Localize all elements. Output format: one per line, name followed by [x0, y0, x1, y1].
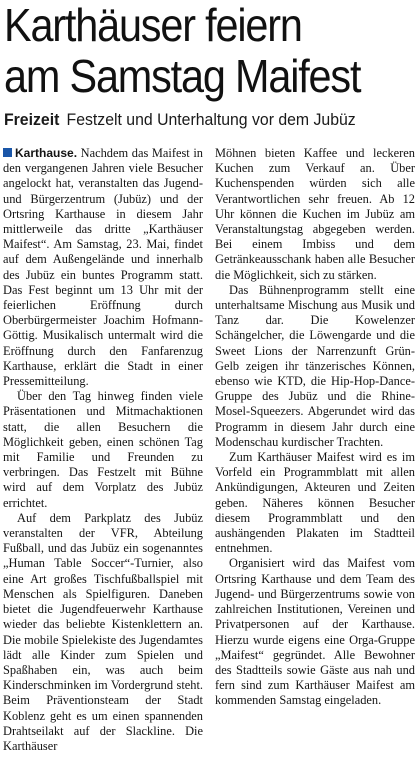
subheadline: [4, 109, 395, 131]
paragraph: Möhnen bieten Kaffee und leckeren Kuchen zum Verkauf an. Über Kuchenspenden würden sich alle Verantwortlichen sehr freuen. Ab 12 Uhr können die Kuchen im Jubüz am Veranstaltungstag abgegeben werden. Bei einem Imbiss und dem Getränkeausschank haben alle Besucher die Möglichkeit, sich zu stärken.: [215, 146, 415, 282]
subhead-text: Festzelt und Unterhaltung vor dem Jubüz: [66, 110, 356, 129]
paragraph-text: Nachdem das Maifest in den vergangenen Jahren viele Besucher angelockt hat, veranstalten das Jugend- und Bürgerzentrum (Jubüz) und der Ortsring Karthause in diesem Jahr mittlerweile das dritte „Karthäuser Maifest“. Am Samstag, 23. Mai, findet auf dem Außengelände und innerhalb des Jubüz ein buntes Programm statt. Das Fest beginnt um 13 Uhr mit der feierlichen Eröffnung durch Oberbürgermeister Joachim Hofmann-Göttig. Musikalisch untermalt wird die Eröffnung durch den Fanfarenzug Karthause, erklärt die Stadt in einer Pressemitteilung.: [3, 146, 203, 389]
paragraph: Das Bühnenprogramm stellt eine unterhaltsame Mischung aus Musik und Tanz dar. Die Kowelenzer Schängelcher, die Löwengarde und die Sweet Lions der Narrenzunft Grün-Gelb zeigen ihr tänzerisches Können, ebenso wie KTD, die Hip-Hop-Dance-Gruppe des Jubüz und die Rhine-Mosel-Squeezers. Abgerundet wird das Programm in diesem Jahr durch eine Modenschau kurdischer Trachten.: [215, 282, 415, 449]
paragraph: Zum Karthäuser Maifest wird es im Vorfeld ein Programmblatt mit allen Ankündigungen, Akteuren und Zeiten geben. Näheres können Besucher diesem Programmblatt und den aushängenden Plakaten im Stadtteil entnehmen.: [215, 450, 415, 556]
paragraph: [3, 146, 203, 389]
paragraph: Auf dem Parkplatz des Jubüz veranstalten der VFR, Abteilung Fußball, und das Jubüz ein sogenanntes „Human Table Soccer“-Turnier, also eine Art großes Tischfußballspiel mit Menschen als Spielfiguren. Daneben bietet die Jugendfeuerwehr Karthause wieder das beliebte Kistenklettern an. Die mobile Spielekiste des Jugendamtes lädt alle Kinder zum Spielen und Spaßhaben ein, was auch beim Kinderschminken im Vordergrund steht. Beim Präventionsteam der Stadt Koblenz geht es um einen spannenden Drahtseilakt auf der Slackline. Die Karthäuser: [3, 510, 203, 753]
kicker: Freizeit: [4, 110, 60, 129]
paragraph: Organisiert wird das Maifest vom Ortsring Karthause und dem Team des Jugend- und Bürgerzentrums sowie von zahlreichen Institutionen, Vereinen und Privatpersonen auf der Karthause. Hierzu wurde eigens eine Orga-Gruppe „Maifest“ gegründet. Alle Bewohner des Stadtteils sowie Gäste aus nah und fern sind zum Karthäuser Maifest am kommenden Samstag eingeladen.: [215, 556, 415, 708]
headline: [4, 0, 373, 102]
column-1: [3, 146, 203, 758]
location-marker-icon: [3, 148, 12, 157]
headline-line-2: am Samstag Maifest: [4, 50, 361, 102]
paragraph: Über den Tag hinweg finden viele Präsentationen und Mitmachaktionen statt, die allen Besuchern die Möglichkeit geben, einen schönen Tag mit Familie und Freunden zu verbringen. Das Festzelt mit Bühne wird auf dem Vorplatz des Jubüz errichtet.: [3, 389, 203, 510]
dateline: Karthause.: [15, 146, 78, 160]
column-2: [215, 146, 415, 758]
headline-line-1: Karthäuser feiern: [4, 0, 302, 51]
article-body: [3, 146, 415, 758]
